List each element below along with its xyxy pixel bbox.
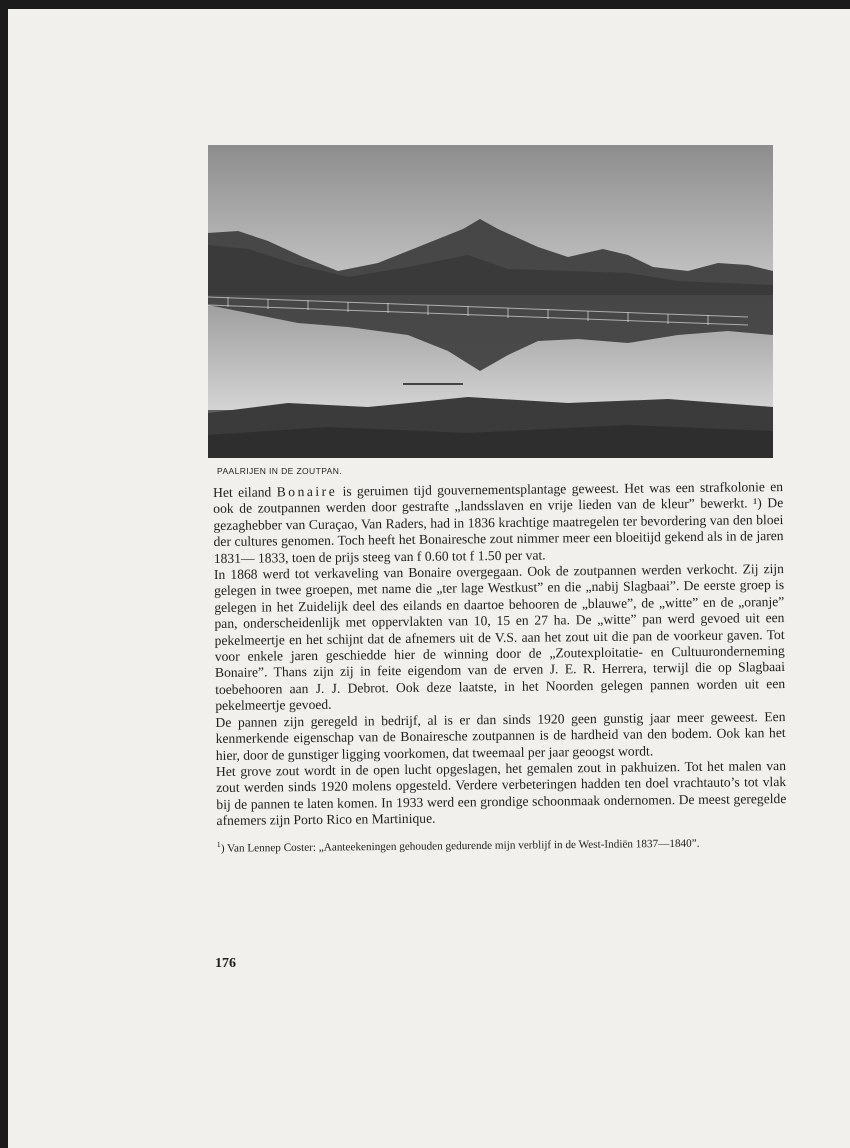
- photo-image: [208, 145, 773, 458]
- photo-caption: PAALRIJEN IN DE ZOUTPAN.: [217, 466, 342, 476]
- spaced-word-bonaire: Bonaire: [276, 483, 338, 500]
- paragraph-3: De pannen zijn geregeld in bedrijf, al is er dan sinds 1920 geen gunstig jaar meer geweest. Een kenmerkende eigenschap van de Bonairesche zoutpannen is de hardheid van den bodem. Ook kan het hier, door de gunstiger ligging voorkomen, dat tweemaal per jaar geoogst wordt.: [215, 708, 786, 763]
- footnote: [217, 832, 787, 856]
- body-text: [213, 479, 787, 855]
- paragraph-4: Het grove zout wordt in de open lucht opgeslagen, het gemalen zout in pakhuizen. Tot het malen van zout werden sinds 1920 molens opgesteld. Verdere verbeteringen hadden ten doel vrachtauto’s tot vlak bij de pannen te laten komen. In 1933 werd een grondige schoonmaak ondernomen. De meest geregelde afnemers zijn Porto Rico en Martinique.: [215, 757, 787, 829]
- paragraph-2: In 1868 werd tot verkaveling van Bonaire overgegaan. Ook de zoutpannen werden verkocht. Zij zijn gelegen in twee groepen, met name die „ter lage Westkust” en die „nabij Slagbaai”. De eerste groep is gelegen in het Zuidelijk deel des eilands en daartoe behooren de „blauwe”, de „witte” en de „oranje” pan, onderscheidenlijk met oppervlakten van 10, 15 en 27 ha. De „witte” pan werd gevoed uit een pekelmeertje en het schijnt dat de afnemers uit de V.S. aan het zout uit die pan de voorkeur gaven. Tot voor enkele jaren geschiedde hier de winning door de „Zoutexploitatie- en Cultuuronderneming Bonaire”. Thans zijn zij in feite eigendom van de erven J. E. R. Herrera, terwijl die op Slagbaai toebehooren aan J. J. Debrot. Ook deze laatste, in het Noorden gelegen pannen worden uit een pekelmeertje gevoed.: [213, 561, 786, 714]
- floating-log: [403, 383, 463, 385]
- book-page: [8, 9, 850, 1148]
- page-number: 176: [215, 956, 236, 971]
- footnote-text: ) Van Lennep Coster: „Aanteekeningen gehouden gedurende mijn verblijf in de West-Indiën 1837—1840”.: [220, 837, 700, 855]
- paragraph-1: [213, 479, 784, 567]
- salt-pan-photograph: [208, 145, 773, 458]
- paragraph-1-start: Het eiland: [213, 484, 277, 500]
- paragraph-1-rest: is geruimen tijd gouvernementsplantage geweest. Het was een strafkolonie en ook de zoutpannen werden door gestrafte „landsslaven en vrije lieden van de kleur” bewerkt. ¹) De gezaghebber van Curaçao, Van Raders, had in 1836 krachtige maatregelen ter bevordering van den bloei der cultures genomen. Toch heeft het Bonairesche zout nimmer meer een bloeitijd gekend als in de jaren 1831— 1833, toen de prijs steeg van f 0.60 tot f 1.50 per vat.: [213, 479, 784, 566]
- footnote-marker: 1: [216, 839, 221, 849]
